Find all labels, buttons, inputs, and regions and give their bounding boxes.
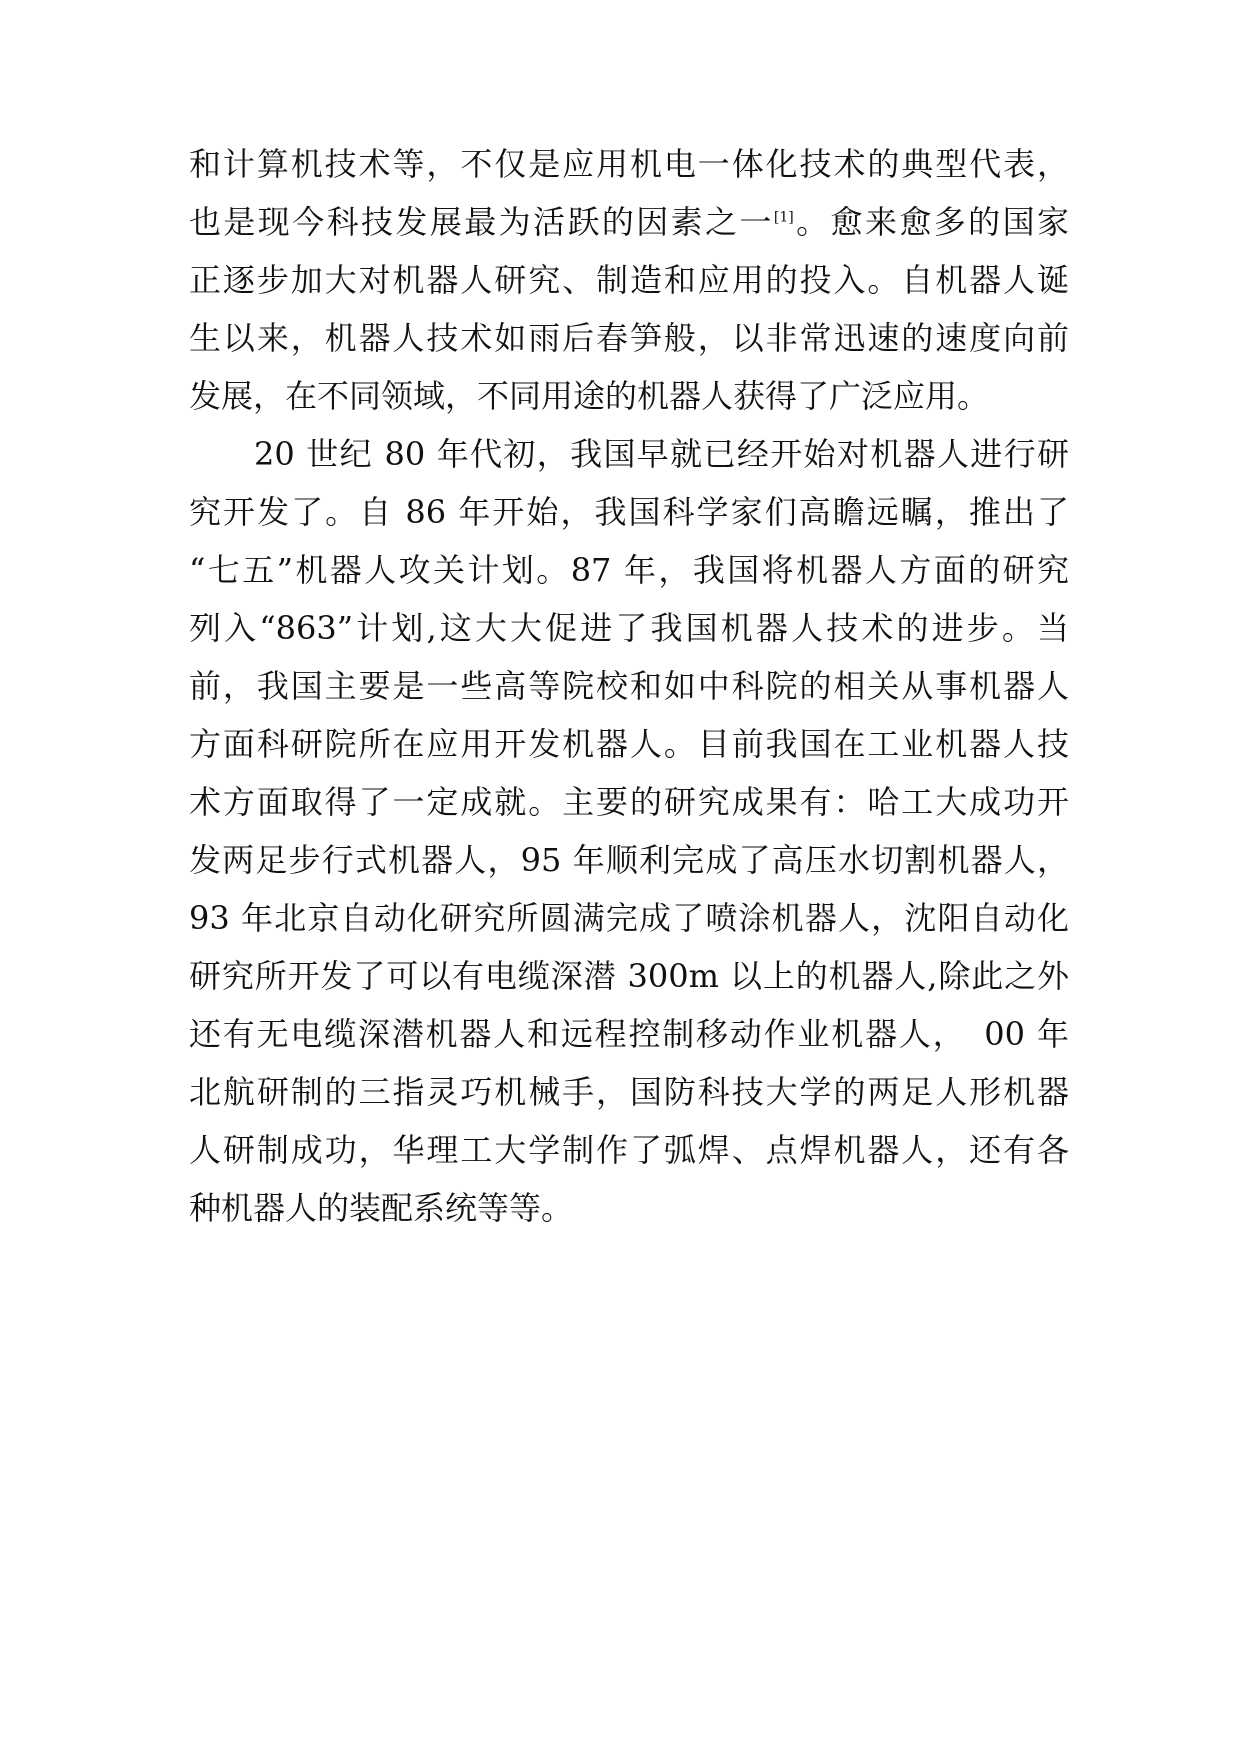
paragraph2-line10: 研究所开发了可以有电缆深潜 300m 以上的机器人,除此之外 bbox=[189, 957, 1069, 995]
paragraph2-line3: “七五”机器人攻关计划。87 年，我国将机器人方面的研究 bbox=[189, 551, 1069, 589]
paragraph2-line5: 前，我国主要是一些高等院校和如中科院的相关从事机器人 bbox=[189, 667, 1069, 705]
paragraph1-line1: 和计算机技术等，不仅是应用机电一体化技术的典型代表， bbox=[189, 145, 1069, 183]
paragraph1-line2 bbox=[189, 196, 1069, 248]
paragraph2-line7: 术方面取得了一定成就。主要的研究成果有：哈工大成功开 bbox=[189, 783, 1069, 821]
paragraph2-line2: 究开发了。自 86 年开始，我国科学家们高瞻远瞩，推出了 bbox=[189, 493, 1069, 531]
paragraph1-line2-text-a: 也是现今科技发展最为活跃的因素之一 bbox=[189, 203, 774, 241]
paragraph2-line13: 人研制成功，华理工大学制作了弧焊、点焊机器人，还有各 bbox=[189, 1131, 1069, 1169]
paragraph2-line9: 93 年北京自动化研究所圆满完成了喷涂机器人，沈阳自动化 bbox=[189, 899, 1069, 937]
paragraph2-line1: 20 世纪 80 年代初，我国早就已经开始对机器人进行研 bbox=[254, 435, 1069, 473]
paragraph2-line8: 发两足步行式机器人，95 年顺利完成了高压水切割机器人， bbox=[189, 841, 1069, 879]
paragraph1-line3: 正逐步加大对机器人研究、制造和应用的投入。自机器人诞 bbox=[189, 261, 1069, 299]
paragraph1-line5: 发展，在不同领域，不同用途的机器人获得了广泛应用。 bbox=[189, 377, 990, 415]
paragraph2-line6: 方面科研院所在应用开发机器人。目前我国在工业机器人技 bbox=[189, 725, 1069, 763]
paragraph2-line4: 列入“863”计划,这大大促进了我国机器人技术的进步。当 bbox=[189, 609, 1069, 647]
paragraph1-line2-text-b: 。愈来愈多的国家 bbox=[793, 203, 1069, 241]
paragraph2-line12: 北航研制的三指灵巧机械手，国防科技大学的两足人形机器 bbox=[189, 1073, 1069, 1111]
paragraph2-line11: 还有无电缆深潜机器人和远程控制移动作业机器人， 00 年 bbox=[189, 1015, 1069, 1053]
paragraph2-line14: 种机器人的装配系统等等。 bbox=[189, 1189, 574, 1227]
citation-marker: [1] bbox=[773, 209, 794, 226]
paragraph1-line4: 生以来，机器人技术如雨后春笋般，以非常迅速的速度向前 bbox=[189, 319, 1069, 357]
